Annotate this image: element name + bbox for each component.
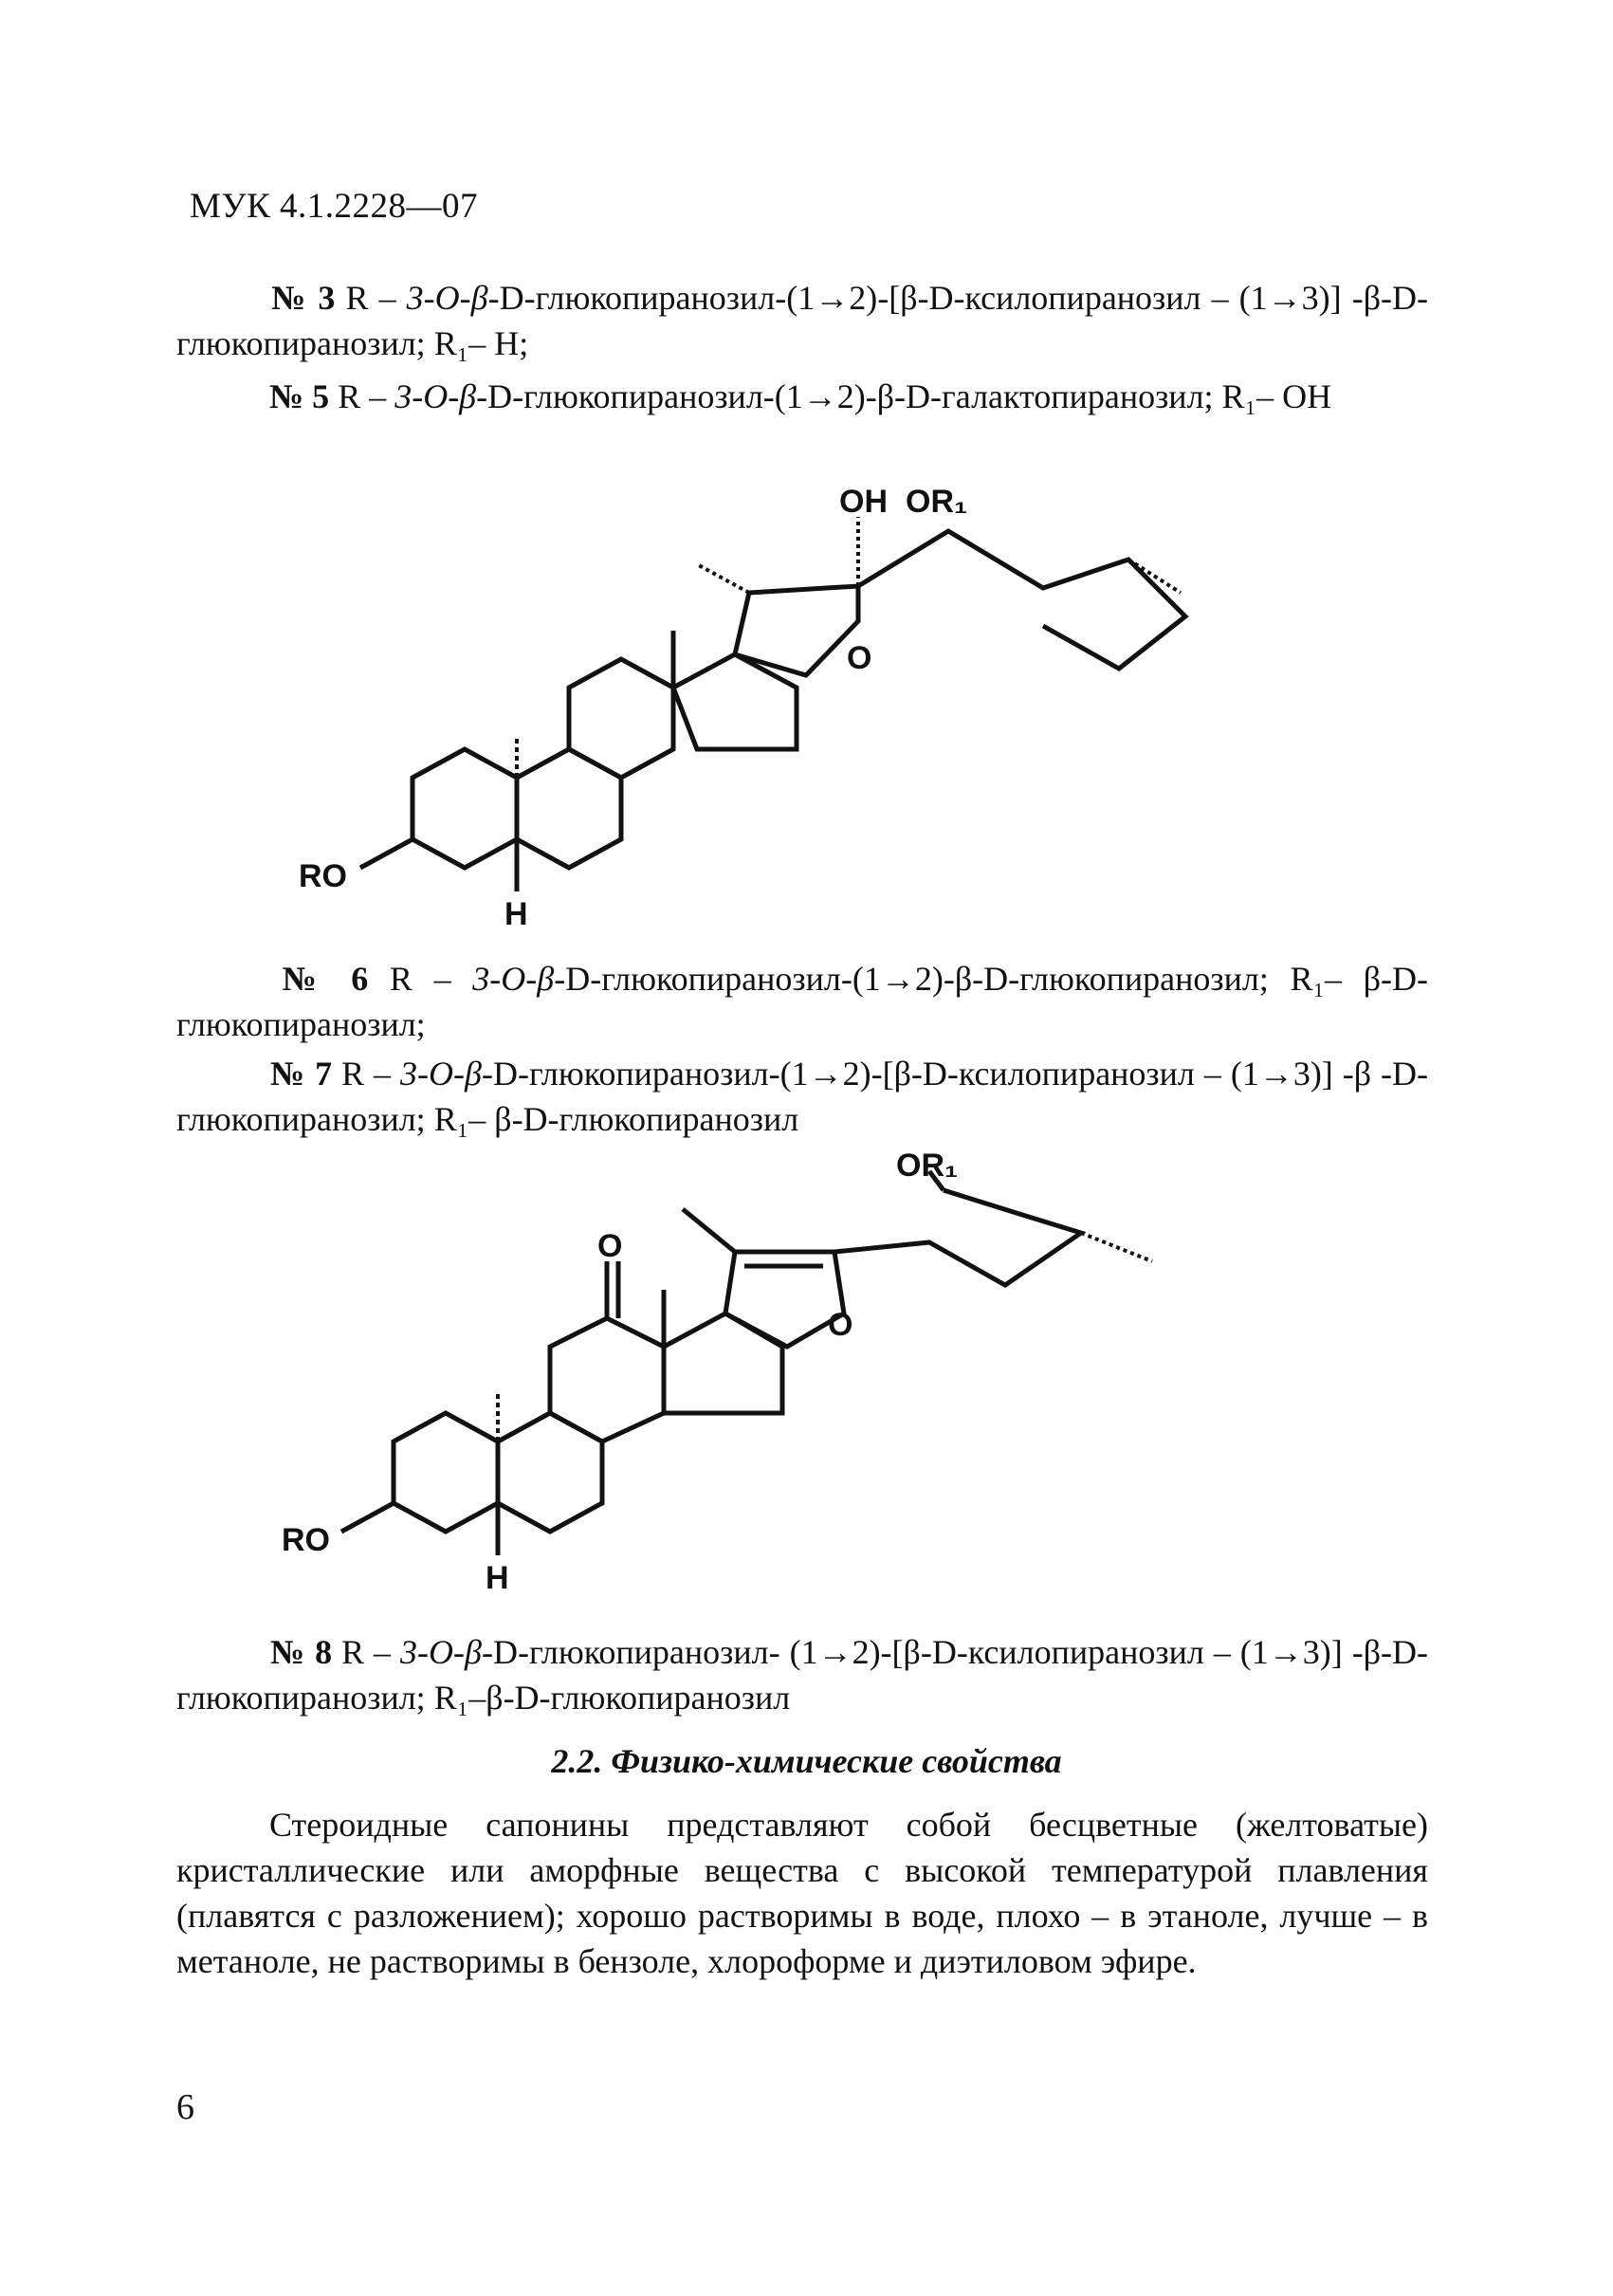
r-label: R –	[345, 279, 396, 317]
ring-c	[550, 1318, 664, 1442]
compound-description-8	[176, 1629, 1428, 1720]
ketone-o-label: O	[597, 1228, 623, 1264]
ring-o-label: O	[828, 1307, 853, 1343]
h-label: H	[486, 1560, 509, 1596]
compound-number: № 6	[269, 960, 369, 998]
r-italic-prefix: 3-O-β-	[472, 960, 566, 998]
ring-f	[834, 1190, 1081, 1285]
r-substituent-text: D-глюкопиранозил-(1→2)-[β-D-ксилопиранозил – (1→3)] -β -D-глюкопиранозил; R₁– β-D-глюкопиранозил	[176, 1055, 1429, 1138]
r-label: R –	[338, 377, 387, 415]
compound-number: № 3	[269, 279, 336, 317]
document-code-header: МУК 4.1.2228—07	[190, 187, 479, 226]
r-label: R –	[389, 960, 451, 998]
r-substituent-text: D-глюкопиранозил-(1→2)-β-D-галактопиранозил; R₁– OH	[487, 377, 1332, 415]
section-heading: 2.2. Физико-химические свойства	[551, 1742, 1062, 1780]
r-substituent-text: D-глюкопиранозил-(1→2)-β-D-глюкопиранозил; R₁– β-D-глюкопиранозил;	[176, 960, 1429, 1043]
r-substituent-text: D-глюкопиранозил-(1→2)-[β-D-ксилопиранозил – (1→3)] -β-D-глюкопиранозил; R₁– H;	[176, 279, 1428, 362]
or1-label: OR₁	[906, 484, 968, 520]
page-number: 6	[176, 2087, 194, 2127]
r-substituent-text: D-глюкопиранозил- (1→2)-[β-D-ксилопиранозил – (1→3)] -β-D-глюкопиранозил; R₁–β-D-глюкопиранозил	[176, 1633, 1429, 1717]
ring-a	[394, 1413, 498, 1532]
h-label: H	[504, 896, 528, 932]
r-label: R –	[341, 1633, 392, 1671]
r-italic-prefix: 3-O-β-	[394, 377, 488, 415]
r-italic-prefix: 3-O-β-	[406, 279, 500, 317]
methyl-c20	[683, 1209, 735, 1252]
compound-number: № 7	[269, 1055, 333, 1093]
compound-number: № 8	[269, 1633, 333, 1671]
r-italic-prefix: 3-O-β-	[400, 1055, 493, 1093]
section-body	[176, 1802, 1428, 1984]
ring-d	[664, 1313, 782, 1413]
ro-bond	[341, 1503, 394, 1532]
methyl-c25	[1081, 1233, 1152, 1261]
r-label: R –	[341, 1055, 392, 1093]
ring-o-label: O	[847, 640, 872, 676]
section-body-text: Стероидные сапонины представляют собой бесцветные (желтоватые) кристаллические или аморфные вещества с высокой температурой плавления (плавятся с разложением); хорошо растворимы в воде, плохо – в этаноле, лучше – в метаноле, не растворимы в бензоле, хлороформе и диэтиловом эфире.	[176, 1806, 1428, 1980]
r-italic-prefix: 3-O-β-	[400, 1633, 493, 1671]
or1-label: OR₁	[896, 1148, 959, 1184]
ro-label: RO	[299, 858, 347, 894]
ro-label: RO	[282, 1522, 330, 1558]
oh-label: OH	[839, 484, 888, 520]
compound-number: № 5	[269, 377, 330, 415]
